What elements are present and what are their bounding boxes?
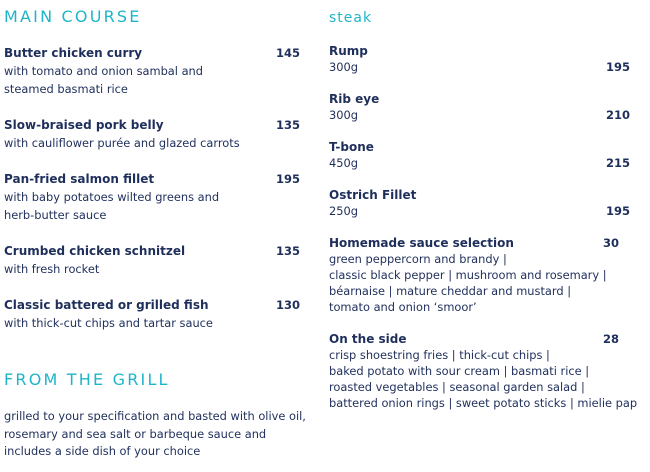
steak-name: Ostrich Fillet [329, 188, 417, 202]
item-description: with tomato and onion sambal and [4, 64, 204, 78]
item-price: 130 [275, 298, 300, 312]
steak-weight: 300g [329, 60, 358, 74]
side-option-line: roasted vegetables | seasonal garden salad | [329, 380, 585, 394]
sauce-option-line: béarnaise | mature cheddar and mustard | [329, 284, 572, 298]
menu-item [4, 242, 300, 278]
item-price: 195 [275, 172, 300, 186]
steak-name: T-bone [329, 140, 374, 154]
main-course-heading: MAIN COURSE [4, 7, 142, 26]
item-description: with baby potatoes wilted greens and [4, 190, 220, 204]
steak-weight: 250g [329, 204, 358, 218]
sauce-name: Homemade sauce selection [329, 236, 514, 250]
grill-description-line: rosemary and sea salt or barbeque sauce and [4, 426, 267, 441]
steak-item [329, 91, 629, 123]
side-price: 28 [603, 332, 620, 346]
steak-item [329, 139, 629, 171]
steak-price: 195 [606, 204, 631, 218]
sauce-option-line: green peppercorn and brandy | [329, 252, 507, 266]
item-price: 135 [275, 244, 300, 258]
side-name: On the side [329, 332, 407, 346]
grill-heading: FROM THE GRILL [4, 370, 170, 389]
side-option-line: crisp shoestring fries | thick-cut chips | [329, 348, 550, 362]
steak-heading: steak [329, 10, 373, 26]
item-name: Classic battered or grilled fish [4, 298, 209, 312]
menu-item [4, 44, 300, 98]
steak-name: Rump [329, 44, 368, 58]
item-description: herb-butter sauce [4, 208, 107, 222]
item-description: steamed basmati rice [4, 82, 128, 96]
side-option-line: baked potato with sour cream | basmati rice | [329, 364, 590, 378]
side-selection [329, 331, 638, 411]
steak-name: Rib eye [329, 92, 380, 106]
steak-price: 195 [606, 60, 631, 74]
steak-item [329, 187, 629, 219]
menu-item [4, 296, 300, 332]
sauce-selection [329, 235, 629, 315]
sauce-price: 30 [603, 236, 620, 250]
item-description: with fresh rocket [4, 262, 100, 276]
steak-item [329, 43, 629, 75]
side-option-line: battered onion rings | sweet potato sticks | mielie pap [329, 396, 638, 410]
item-description: with thick-cut chips and tartar sauce [4, 316, 213, 330]
item-price: 135 [275, 118, 300, 132]
item-price: 145 [275, 46, 300, 60]
item-name: Pan-fried salmon fillet [4, 172, 155, 186]
steak-price: 215 [606, 156, 631, 170]
grill-description [4, 408, 306, 461]
grill-description-line: grilled to your specification and basted with olive oil, [4, 409, 306, 423]
item-name: Butter chicken curry [4, 46, 143, 60]
steak-weight: 450g [329, 156, 358, 170]
item-name: Crumbed chicken schnitzel [4, 244, 186, 258]
sauce-option-line: tomato and onion ‘smoor’ [329, 300, 477, 314]
steak-weight: 300g [329, 108, 358, 122]
steak-price: 210 [606, 108, 631, 122]
item-description: with cauliflower purée and glazed carrots [4, 136, 240, 150]
menu-item [4, 170, 300, 224]
menu-item [4, 116, 300, 152]
item-name: Slow-braised pork belly [4, 118, 164, 132]
grill-description-line: includes a side dish of your choice [4, 444, 201, 458]
sauce-option-line: classic black pepper | mushroom and rosemary | [329, 268, 607, 282]
